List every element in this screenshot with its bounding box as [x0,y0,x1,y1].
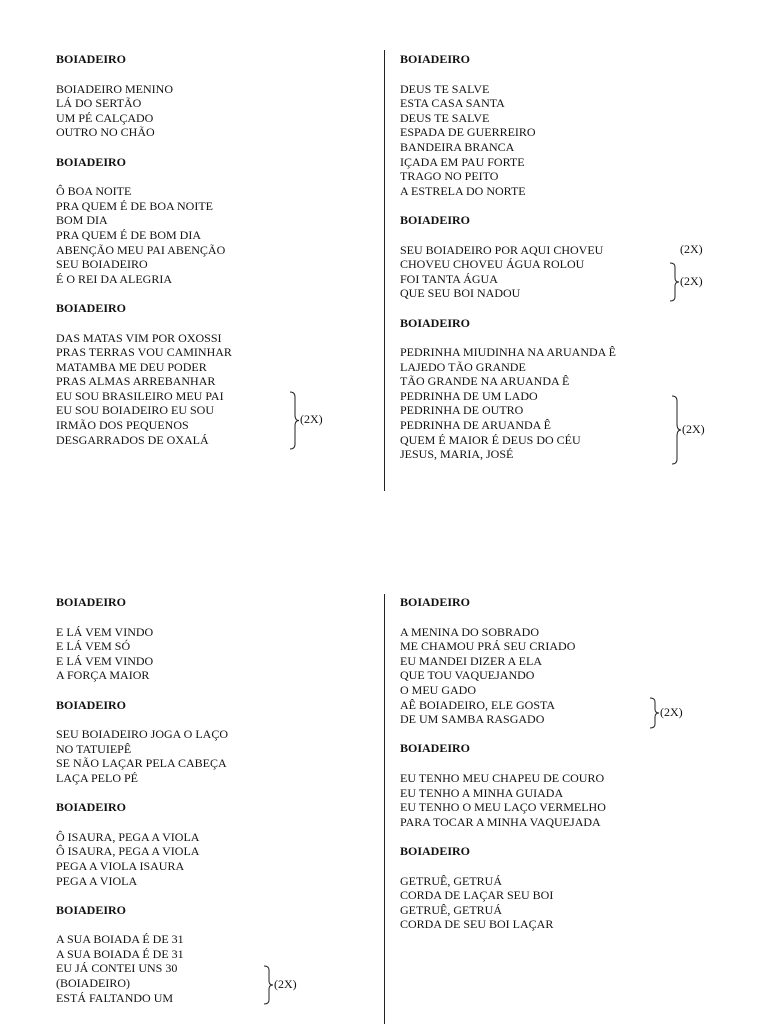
repeat-brace-top-right-2 [670,395,730,465]
repeat-label-single: (2X) [680,242,703,256]
repeat-brace-bottom-right [648,697,708,729]
lyric-line: EU JÁ CONTEI UNS 30 [56,961,178,976]
repeat-label: (2X) [682,422,705,436]
lyric-line: Ô ISAURA, PEGA A VIOLA [56,844,200,859]
lyric-line: UM PÉ CALÇADO [56,110,154,125]
lyric-line: EU TENHO A MINHA GUIADA [400,785,564,800]
lyric-line: SEU BOIADEIRO JOGA O LAÇO [56,727,229,742]
lyric-line: BOIADEIRO MENINO [56,81,173,96]
repeat-brace-bottom-left [262,965,322,1005]
lyric-line: NO TATUIEPÊ [56,741,132,756]
lyric-line: DEUS TE SALVE [400,81,490,96]
lyric-line: SEU BOIADEIRO [56,257,148,272]
lyric-line: CORDA DE SEU BOI LAÇAR [400,917,554,932]
lyric-line: GETRUÊ, GETRUÁ [400,873,502,888]
lyric-line: QUE TOU VAQUEJANDO [400,668,535,683]
stanza-gap [56,683,228,698]
title-gap [56,67,232,82]
lyric-line: FOI TANTA ÁGUA [400,271,498,286]
song-title: BOIADEIRO [400,52,471,66]
title-gap [400,331,616,346]
title-gap [400,67,616,82]
lyric-line: LAJEDO TÃO GRANDE [400,359,526,374]
title-gap [56,918,228,933]
repeat-label: (2X) [300,412,323,426]
lyric-line: A SUA BOIADA É DE 31 [56,932,184,947]
section-top-right [400,52,616,462]
curly-brace-icon [670,395,682,465]
stanza-gap [400,198,616,213]
lyric-line: ABENÇÃO MEU PAI ABENÇÃO [56,242,226,257]
lyric-line: O MEU GADO [400,682,476,697]
lyric-line: PRA QUEM É DE BOM DIA [56,227,202,242]
lyric-line: SEU BOIADEIRO POR AQUI CHOVEU [400,242,604,257]
title-gap [400,228,616,243]
lyric-line: AÊ BOIADEIRO, ELE GOSTA [400,697,556,712]
title-gap [56,170,232,185]
curly-brace-icon [288,391,300,450]
lyric-line: DESGARRADOS DE OXALÁ [56,432,209,447]
stanza-gap [400,829,606,844]
lyric-line: OUTRO NO CHÃO [56,125,155,140]
repeat-label: (2X) [660,705,683,719]
section-top-left [56,52,232,447]
stanza-gap [56,888,228,903]
lyric-line: EU TENHO O MEU LAÇO VERMELHO [400,800,606,815]
lyric-line: TÃO GRANDE NA ARUANDA Ê [400,374,570,389]
lyric-line: Ô ISAURA, PEGA A VIOLA [56,829,200,844]
stanza-gap [56,140,232,155]
lyric-line: PEDRINHA DE UM LADO [400,388,538,403]
lyric-line: PRAS TERRAS VOU CAMINHAR [56,345,232,360]
title-gap [56,610,228,625]
lyric-line: EU TENHO MEU CHAPEU DE COURO [400,770,605,785]
lyric-line: DE UM SAMBA RASGADO [400,712,545,727]
lyric-line: DAS MATAS VIM POR OXOSSI [56,330,222,345]
lyric-line: GETRUÊ, GETRUÁ [400,902,502,917]
lyric-line: PEGA A VIOLA [56,873,138,888]
curly-brace-icon [262,965,274,1005]
song-title: BOIADEIRO [400,315,471,330]
lyric-line: ESPADA DE GUERREIRO [400,125,536,140]
lyric-line: DEUS TE SALVE [400,110,490,125]
lyric-line: ESTÁ FALTANDO UM [56,990,174,1005]
column-divider-bottom [384,594,385,1024]
lyric-line: ME CHAMOU PRÁ SEU CRIADO [400,639,576,654]
lyric-line: BOM DIA [56,213,108,228]
song-title: BOIADEIRO [400,212,471,227]
repeat-brace-top-left [288,391,348,450]
lyric-line: A FORÇA MAIOR [56,668,150,683]
song-title: BOIADEIRO [56,800,127,815]
lyric-line: PRAS ALMAS ARREBANHAR [56,374,216,389]
lyric-line: CORDA DE LAÇAR SEU BOI [400,888,554,903]
lyric-line: E LÁ VEM VINDO [56,653,154,668]
lyric-line: MATAMBA ME DEU PODER [56,359,207,374]
song-title: BOIADEIRO [56,902,127,917]
title-gap [56,713,228,728]
lyric-line: QUE SEU BOI NADOU [400,286,521,301]
stanza-gap [400,301,616,316]
section-bottom-left [56,595,228,1005]
lyric-line: IRMÃO DOS PEQUENOS [56,418,189,433]
lyric-line: LÁ DO SERTÃO [56,96,142,111]
lyric-line: JESUS, MARIA, JOSÉ [400,447,514,462]
lyric-line: TRAGO NO PEITO [400,169,499,184]
lyric-line: LAÇA PELO PÉ [56,770,139,785]
song-title: BOIADEIRO [56,154,127,169]
lyric-line: BANDEIRA BRANCA [400,139,515,154]
lyric-line: ESTA CASA SANTA [400,96,505,111]
lyric-line: A SUA BOIADA É DE 31 [56,946,184,961]
lyric-line: A ESTRELA DO NORTE [400,183,526,198]
lyric-line: É O REI DA ALEGRIA [56,271,172,286]
lyric-line: EU SOU BOIADEIRO EU SOU [56,403,214,418]
repeat-label: (2X) [274,977,297,991]
curly-brace-icon [668,262,680,302]
song-title: BOIADEIRO [400,595,471,609]
lyric-line: IÇADA EM PAU FORTE [400,154,525,169]
lyric-line: PARA TOCAR A MINHA VAQUEJADA [400,814,601,829]
lyric-line: QUEM É MAIOR É DEUS DO CÉU [400,432,581,447]
curly-brace-icon [648,697,660,729]
lyric-line: EU MANDEI DIZER A ELA [400,653,542,668]
lyric-line: E LÁ VEM SÓ [56,639,131,654]
song-title: BOIADEIRO [56,697,127,712]
song-title: BOIADEIRO [400,843,471,858]
song-title: BOIADEIRO [400,741,471,756]
title-gap [400,859,606,874]
lyric-line: A MENINA DO SOBRADO [400,624,540,639]
lyric-line: (BOIADEIRO) [56,976,130,991]
lyric-line: CHOVEU CHOVEU ÁGUA ROLOU [400,257,585,272]
song-title: BOIADEIRO [56,52,127,66]
repeat-label: (2X) [680,274,703,288]
lyric-line: EU SOU BRASILEIRO MEU PAI [56,388,224,403]
title-gap [400,610,606,625]
stanza-gap [400,727,606,742]
lyric-line: PEDRINHA DE ARUANDA Ê [400,418,552,433]
lyric-line: PRA QUEM É DE BOA NOITE [56,198,214,213]
repeat-brace-top-right-1 [668,262,728,302]
lyric-line: PEGA A VIOLA ISAURA [56,858,185,873]
song-title: BOIADEIRO [56,300,127,315]
stanza-gap [56,286,232,301]
lyric-line: PEDRINHA MIUDINHA NA ARUANDA Ê [400,345,617,360]
section-bottom-right [400,595,606,932]
lyric-line: Ô BOA NOITE [56,184,132,199]
title-gap [56,316,232,331]
song-title: BOIADEIRO [56,595,127,609]
stanza-gap [56,786,228,801]
column-divider-top [384,50,385,491]
title-gap [400,756,606,771]
title-gap [56,815,228,830]
lyric-line: E LÁ VEM VINDO [56,624,154,639]
lyric-line: PEDRINHA DE OUTRO [400,403,524,418]
lyric-line: SE NÃO LAÇAR PELA CABEÇA [56,756,227,771]
